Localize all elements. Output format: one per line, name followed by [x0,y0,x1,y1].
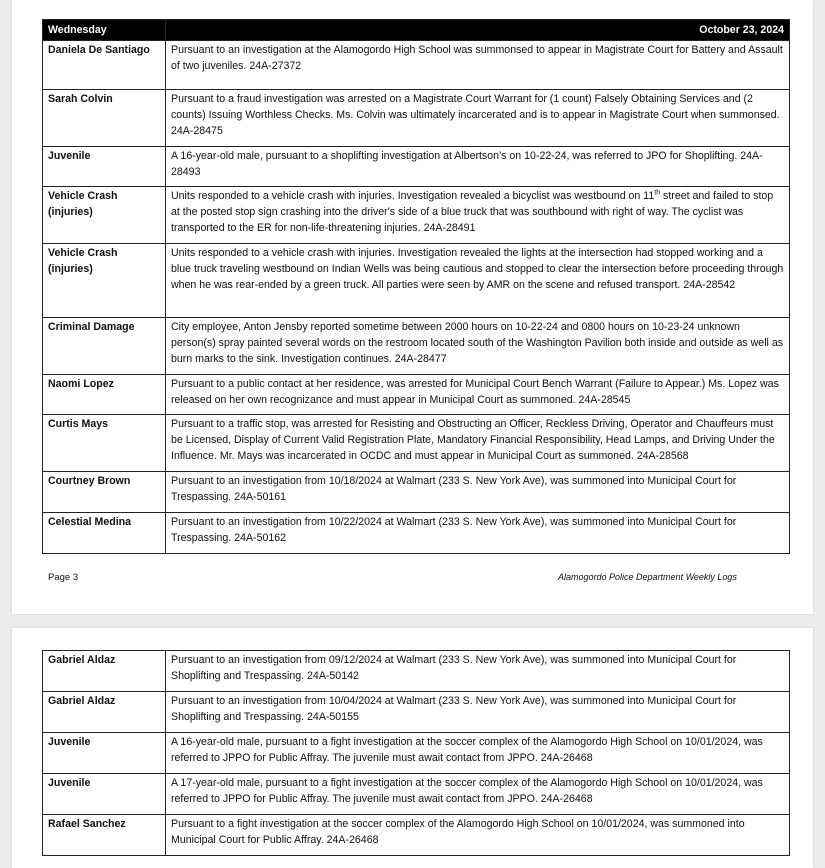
table-row [43,513,790,554]
page-number: Page 3 [48,572,79,583]
header-date: October 23, 2024 [166,20,790,41]
table-row [43,375,790,415]
entry-name: Vehicle Crash (injuries) [43,244,166,318]
table-row [43,244,790,318]
entry-text: Pursuant to a fraud investigation was arrested on a Magistrate Court Warrant for (1 count) Falsely Obtaining Services and (2 counts) Issuing Worthless Checks. Ms. Colvin was ultimately incarcerated and is to appear in Magistrate Court when summonsed. 24A-28475 [166,90,790,147]
entry-name: Gabriel Aldaz [43,692,166,733]
entry-name: Gabriel Aldaz [43,651,166,692]
entry-name: Sarah Colvin [43,90,166,147]
footer-source: Alamogordo Police Department Weekly Logs [558,572,737,582]
entry-text: A 17-year-old male, pursuant to a fight investigation at the soccer complex of the Alamogordo High School on 10/01/2024, was referred to JPPO for Public Affray. The juvenile must await contact from JPPO. 24A-26468 [166,774,790,815]
entry-name: Juvenile [43,147,166,187]
table-row [43,651,790,692]
table-row [43,774,790,815]
entry-name: Vehicle Crash (injuries) [43,187,166,244]
entry-text: Pursuant to an investigation from 10/22/2024 at Walmart (233 S. New York Ave), was summoned into Municipal Court for Trespassing. 24A-50162 [166,513,790,554]
entry-text: Units responded to a vehicle crash with injuries. Investigation revealed a bicyclist was westbound on 11th street and failed to stop at the posted stop sign crashing into the driver's side of a blue truck that was southbound with right of way. The cyclist was transported to the ER for non-life-threatening injuries. 24A-28491 [166,187,790,244]
log-table [42,19,790,554]
log-page-4 [12,628,813,868]
entry-name: Courtney Brown [43,472,166,513]
entry-name: Celestial Medina [43,513,166,554]
table-row [43,147,790,187]
table-row [43,187,790,244]
entry-name: Daniela De Santiago [43,41,166,90]
table-row [43,733,790,774]
entry-text: Pursuant to a public contact at her residence, was arrested for Municipal Court Bench Warrant (Failure to Appear.) Ms. Lopez was released on her own recognizance and must appear in Municipal Court as summoned. 24A-28545 [166,375,790,415]
entry-text: Pursuant to an investigation at the Alamogordo High School was summonsed to appear in Magistrate Court for Battery and Assault of two juveniles. 24A-27372 [166,41,790,90]
entry-name: Rafael Sanchez [43,815,166,856]
entry-name: Naomi Lopez [43,375,166,415]
entry-text: Pursuant to an investigation from 10/18/2024 at Walmart (233 S. New York Ave), was summoned into Municipal Court for Trespassing. 24A-50161 [166,472,790,513]
entry-name: Juvenile [43,774,166,815]
table-row [43,815,790,856]
header-day: Wednesday [43,20,166,41]
entry-text: Pursuant to a fight investigation at the soccer complex of the Alamogordo High School on 10/01/2024, was summoned into Municipal Court for Public Affray. 24A-26468 [166,815,790,856]
table-row [43,692,790,733]
table-row [43,90,790,147]
entry-text: Pursuant to a traffic stop, was arrested for Resisting and Obstructing an Officer, Reckless Driving, Operator and Chauffeurs must be Licensed, Display of Current Valid Registration Plate, Mandatory Financial Responsibility, Head Lamps, and Driving Under the Influence. Mr. Mays was incarcerated in OCDC and must appear in Municipal Court as summoned. 24A-28568 [166,415,790,472]
entry-text: Pursuant to an investigation from 09/12/2024 at Walmart (233 S. New York Ave), was summoned into Municipal Court for Shoplifting and Trespassing. 24A-50142 [166,651,790,692]
log-page-3 [12,0,813,614]
table-row [43,415,790,472]
table-row [43,318,790,375]
table-row [43,41,790,90]
entry-text: A 16-year-old male, pursuant to a fight investigation at the soccer complex of the Alamogordo High School on 10/01/2024, was referred to JPPO for Public Affray. The juvenile must await contact from JPPO. 24A-26468 [166,733,790,774]
table-header-row [43,20,790,41]
entry-name: Criminal Damage [43,318,166,375]
table-row [43,472,790,513]
entry-text: A 16-year-old male, pursuant to a shoplifting investigation at Albertson’s on 10-22-24, was referred to JPO for Shoplifting. 24A-28493 [166,147,790,187]
entry-name: Curtis Mays [43,415,166,472]
entry-name: Juvenile [43,733,166,774]
log-table [42,650,790,856]
entry-text: Units responded to a vehicle crash with injuries. Investigation revealed the lights at the intersection had stopped working and a blue truck traveling westbound on Indian Wells was being cautious and stopped to clear the intersection before proceeding through when he was rear-ended by a green truck. All parties were seen by AMR on the scene and refused transport. 24A-28542 [166,244,790,318]
entry-text: City employee, Anton Jensby reported sometime between 2000 hours on 10-22-24 and 0800 hours on 10-23-24 unknown person(s) spray painted several words on the restroom located south of the Washington Pavilion both inside and outside as well as burn marks to the sink. Investigation continues. 24A-28477 [166,318,790,375]
entry-text: Pursuant to an investigation from 10/04/2024 at Walmart (233 S. New York Ave), was summoned into Municipal Court for Shoplifting and Trespassing. 24A-50155 [166,692,790,733]
